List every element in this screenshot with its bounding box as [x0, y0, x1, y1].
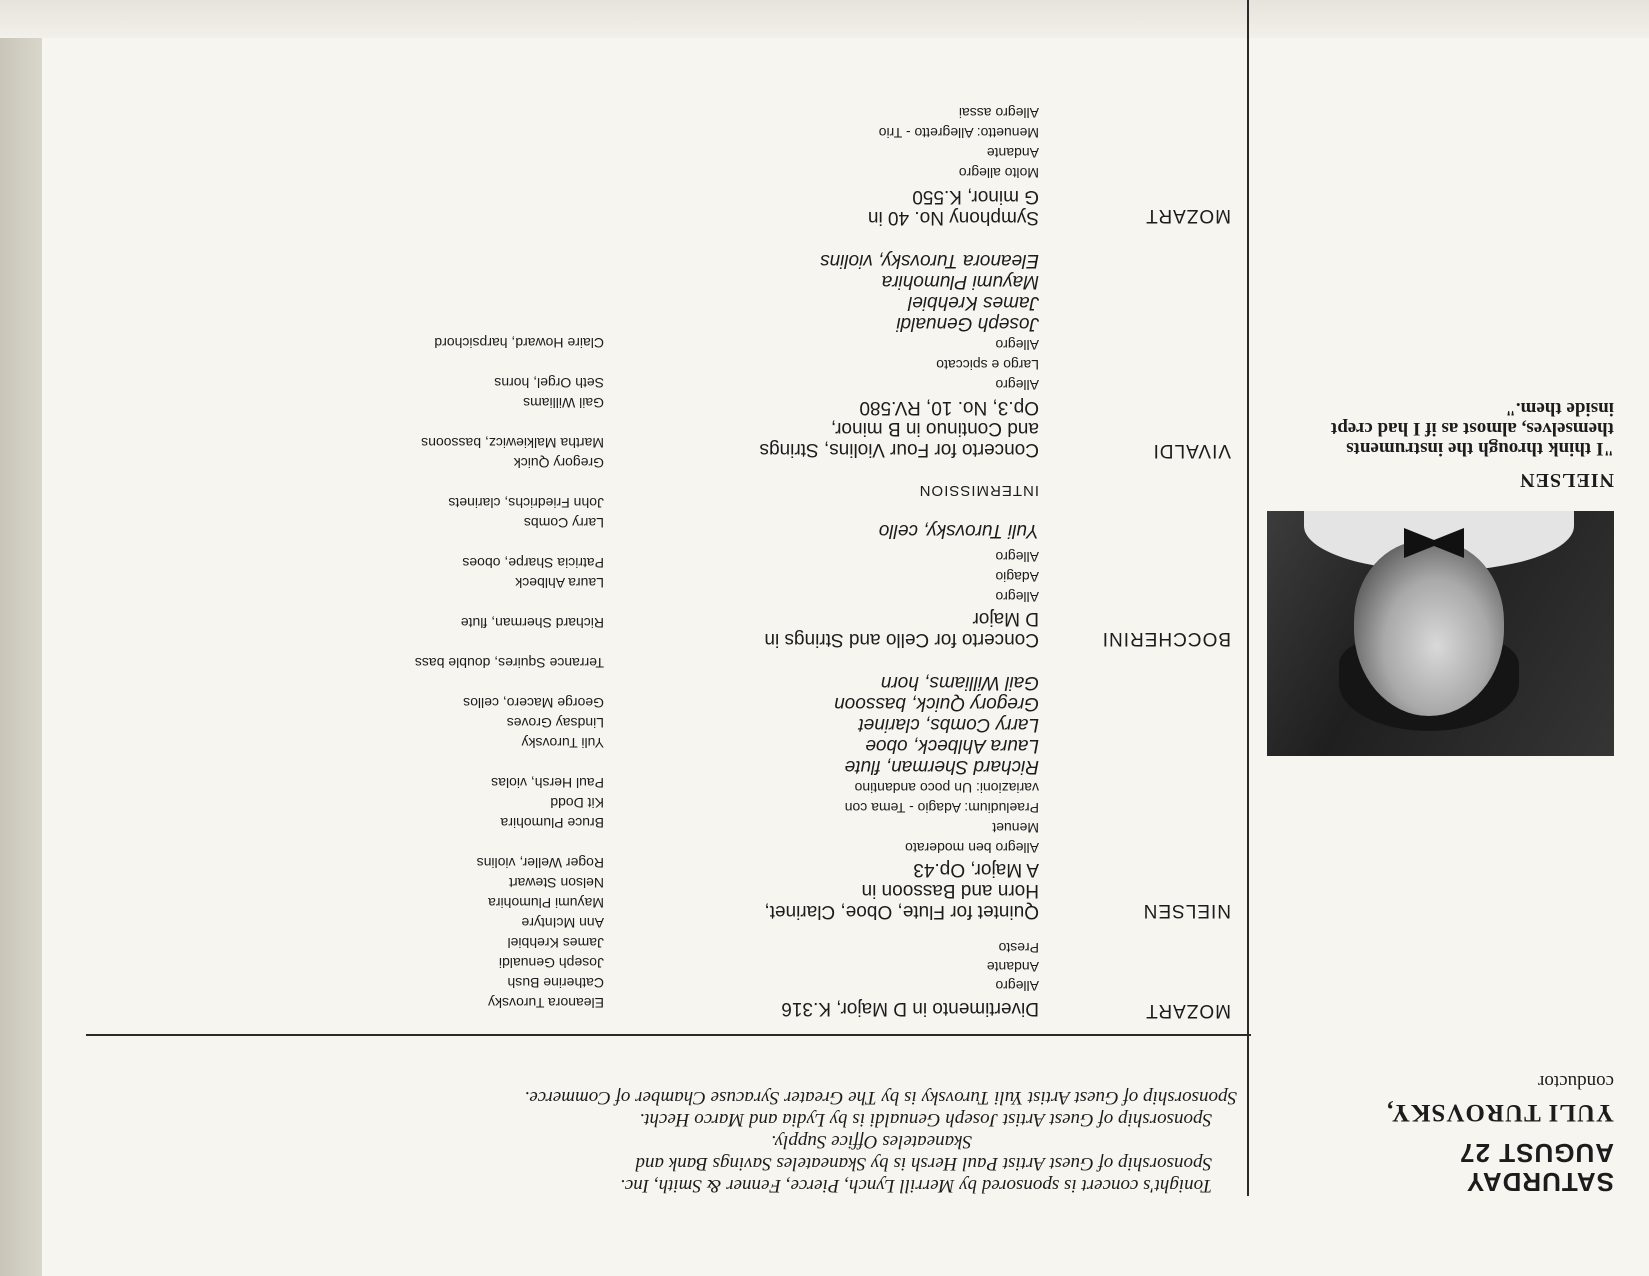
sponsors-block: [107, 1086, 1237, 1196]
sponsor-line: Tonight's concert is sponsored by Merrill Lynch, Pierce, Fenner & Smith, Inc.: [620, 1175, 1212, 1196]
musician-name: Gregory Quick: [513, 455, 604, 471]
musician-name: Claire Howard, harpsichord: [434, 335, 604, 351]
musician-name: Laura Ahlbeck: [515, 575, 604, 591]
movement: Allegro ben moderato: [905, 840, 1039, 856]
conductor-photo: [1267, 511, 1614, 756]
musician-name: John Friedrichs, clarinets: [448, 495, 604, 511]
work-title: Horn and Bassoon in: [861, 880, 1039, 901]
composer-mozart: MOZART: [1145, 205, 1231, 226]
performer: Joseph Genualdi: [896, 313, 1039, 334]
movement: Allegro: [995, 337, 1039, 353]
date-month-day: AUGUST 27: [1459, 1138, 1614, 1168]
conductor-block: [1386, 1070, 1614, 1126]
musician-name: Mayumi Plumohira: [488, 895, 604, 911]
musician-name: Joseph Genualdi: [498, 955, 604, 971]
binding-edge: [0, 0, 42, 1276]
movement: Allegro: [995, 589, 1039, 605]
movement: Largo e spiccato: [936, 357, 1039, 373]
movement: Allegro: [995, 978, 1039, 994]
date-day: SATURDAY: [1465, 1167, 1614, 1197]
movement: Andante: [986, 959, 1039, 975]
work-title: G minor, K.550: [912, 186, 1039, 207]
musician-name: James Krehbiel: [507, 935, 604, 951]
work-title: Quintet for Flute, Oboe, Clarinet,: [764, 901, 1039, 922]
composer-vivaldi: VIVALDI: [1152, 440, 1231, 461]
sponsor-line: Sponsorship of Guest Artist Paul Hersh is by Skaneateles Savings Bank and: [635, 1153, 1212, 1174]
movement: Presto: [998, 940, 1039, 956]
movement: variazioni: Un poco andantino: [854, 780, 1039, 796]
work-title: D Major: [972, 608, 1039, 629]
musician-name: Catherine Bush: [507, 975, 604, 991]
musician-name: Roger Weller, violins: [476, 855, 604, 871]
musician-name: Martha Malkiewicz, bassoons: [421, 435, 604, 451]
movement: Praeludium: Adagio - Tema con: [844, 800, 1039, 816]
work-title: Divertimento in D Major, K.316: [781, 998, 1039, 1019]
musician-name: Seth Orgel, horns: [494, 375, 604, 391]
quote-text: "I think through the instruments themselves, almost as if I had crept inside them.": [1330, 398, 1614, 459]
sponsor-line: Sponsorship of Guest Artist Yuli Turovsky is by The Greater Syracuse Chamber of Commerce.: [524, 1087, 1237, 1108]
concert-date: [1314, 1138, 1614, 1196]
movement: Allegro assai: [958, 105, 1039, 121]
movement: Allegro: [995, 549, 1039, 565]
musician-name: Nelson Stewart: [509, 875, 604, 891]
musician-name: Terrance Squires, double bass: [414, 655, 604, 671]
musician-name: Eleanora Turovsky: [488, 995, 604, 1011]
movement: Molto allegro: [958, 165, 1039, 181]
musician-name: Larry Combs: [523, 515, 604, 531]
conductor-name: YULI TUROVSKY,: [1386, 1099, 1614, 1126]
composer-mozart: MOZART: [1145, 1000, 1231, 1021]
movement: Adagio: [995, 569, 1039, 585]
quote-source: NIELSEN: [1519, 469, 1614, 491]
musician-name: George Macero, cellos: [463, 695, 604, 711]
musician-name: Patricia Sharpe, oboes: [462, 555, 604, 571]
composer-boccherini: BOCCHERINI: [1101, 628, 1231, 649]
intermission: INTERMISSION: [918, 482, 1039, 499]
composer-nielsen: NIELSEN: [1142, 900, 1231, 921]
movement: Andante: [986, 145, 1039, 161]
performer: James Krehbiel: [908, 292, 1039, 313]
work-title: Symphony No. 40 in: [867, 207, 1039, 228]
work-title: Concerto for Cello and Strings in: [764, 629, 1039, 650]
sponsor-line: Skaneateles Office Supply.: [770, 1131, 972, 1152]
sponsor-line: Sponsorship of Guest Artist Joseph Genualdi is by Lydia and Marco Hecht.: [639, 1109, 1212, 1130]
musician-name: Paul Hersh, violas: [491, 775, 604, 791]
sponsor-divider: [86, 1035, 1251, 1037]
composer-quote: [1284, 398, 1614, 491]
performer: Mayumi Plumohira: [881, 271, 1039, 292]
column-divider: [1247, 0, 1249, 1196]
musician-name: Kit Dodd: [550, 795, 604, 811]
work-title: and Continuo in B minor,: [830, 418, 1039, 439]
work-title: Concerto for Four Violins, Strings: [759, 439, 1039, 460]
performer: Larry Combs, clarinet: [858, 714, 1039, 735]
musician-name: Richard Sherman, flute: [460, 615, 604, 631]
performer: Laura Ahlbeck, oboe: [865, 735, 1039, 756]
performer: Gail Williams, horn: [880, 672, 1039, 693]
musician-name: Ann McIntyre: [521, 915, 604, 931]
movement: Menuet: [992, 820, 1039, 836]
work-title: Op.3, No. 10, RV.580: [859, 397, 1039, 418]
musician-name: Yuli Turovsky: [521, 735, 604, 751]
conductor-role: conductor: [1538, 1071, 1614, 1092]
page-edge: [0, 0, 1649, 38]
musician-name: Bruce Plumohira: [500, 815, 604, 831]
musician-name: Gail Williams: [523, 395, 604, 411]
performer: Richard Sherman, flute: [844, 756, 1039, 777]
performer: Yuli Turovsky, cello: [878, 520, 1039, 541]
musician-name: Lindsay Groves: [506, 715, 604, 731]
work-title: A Major, Op.43: [913, 859, 1039, 880]
performer: Eleanora Turovsky, violins: [820, 250, 1039, 271]
performer: Gregory Quick, bassoon: [834, 693, 1039, 714]
movement: Allegro: [995, 377, 1039, 393]
movement: Menuetto: Allegretto - Trio: [878, 125, 1039, 141]
